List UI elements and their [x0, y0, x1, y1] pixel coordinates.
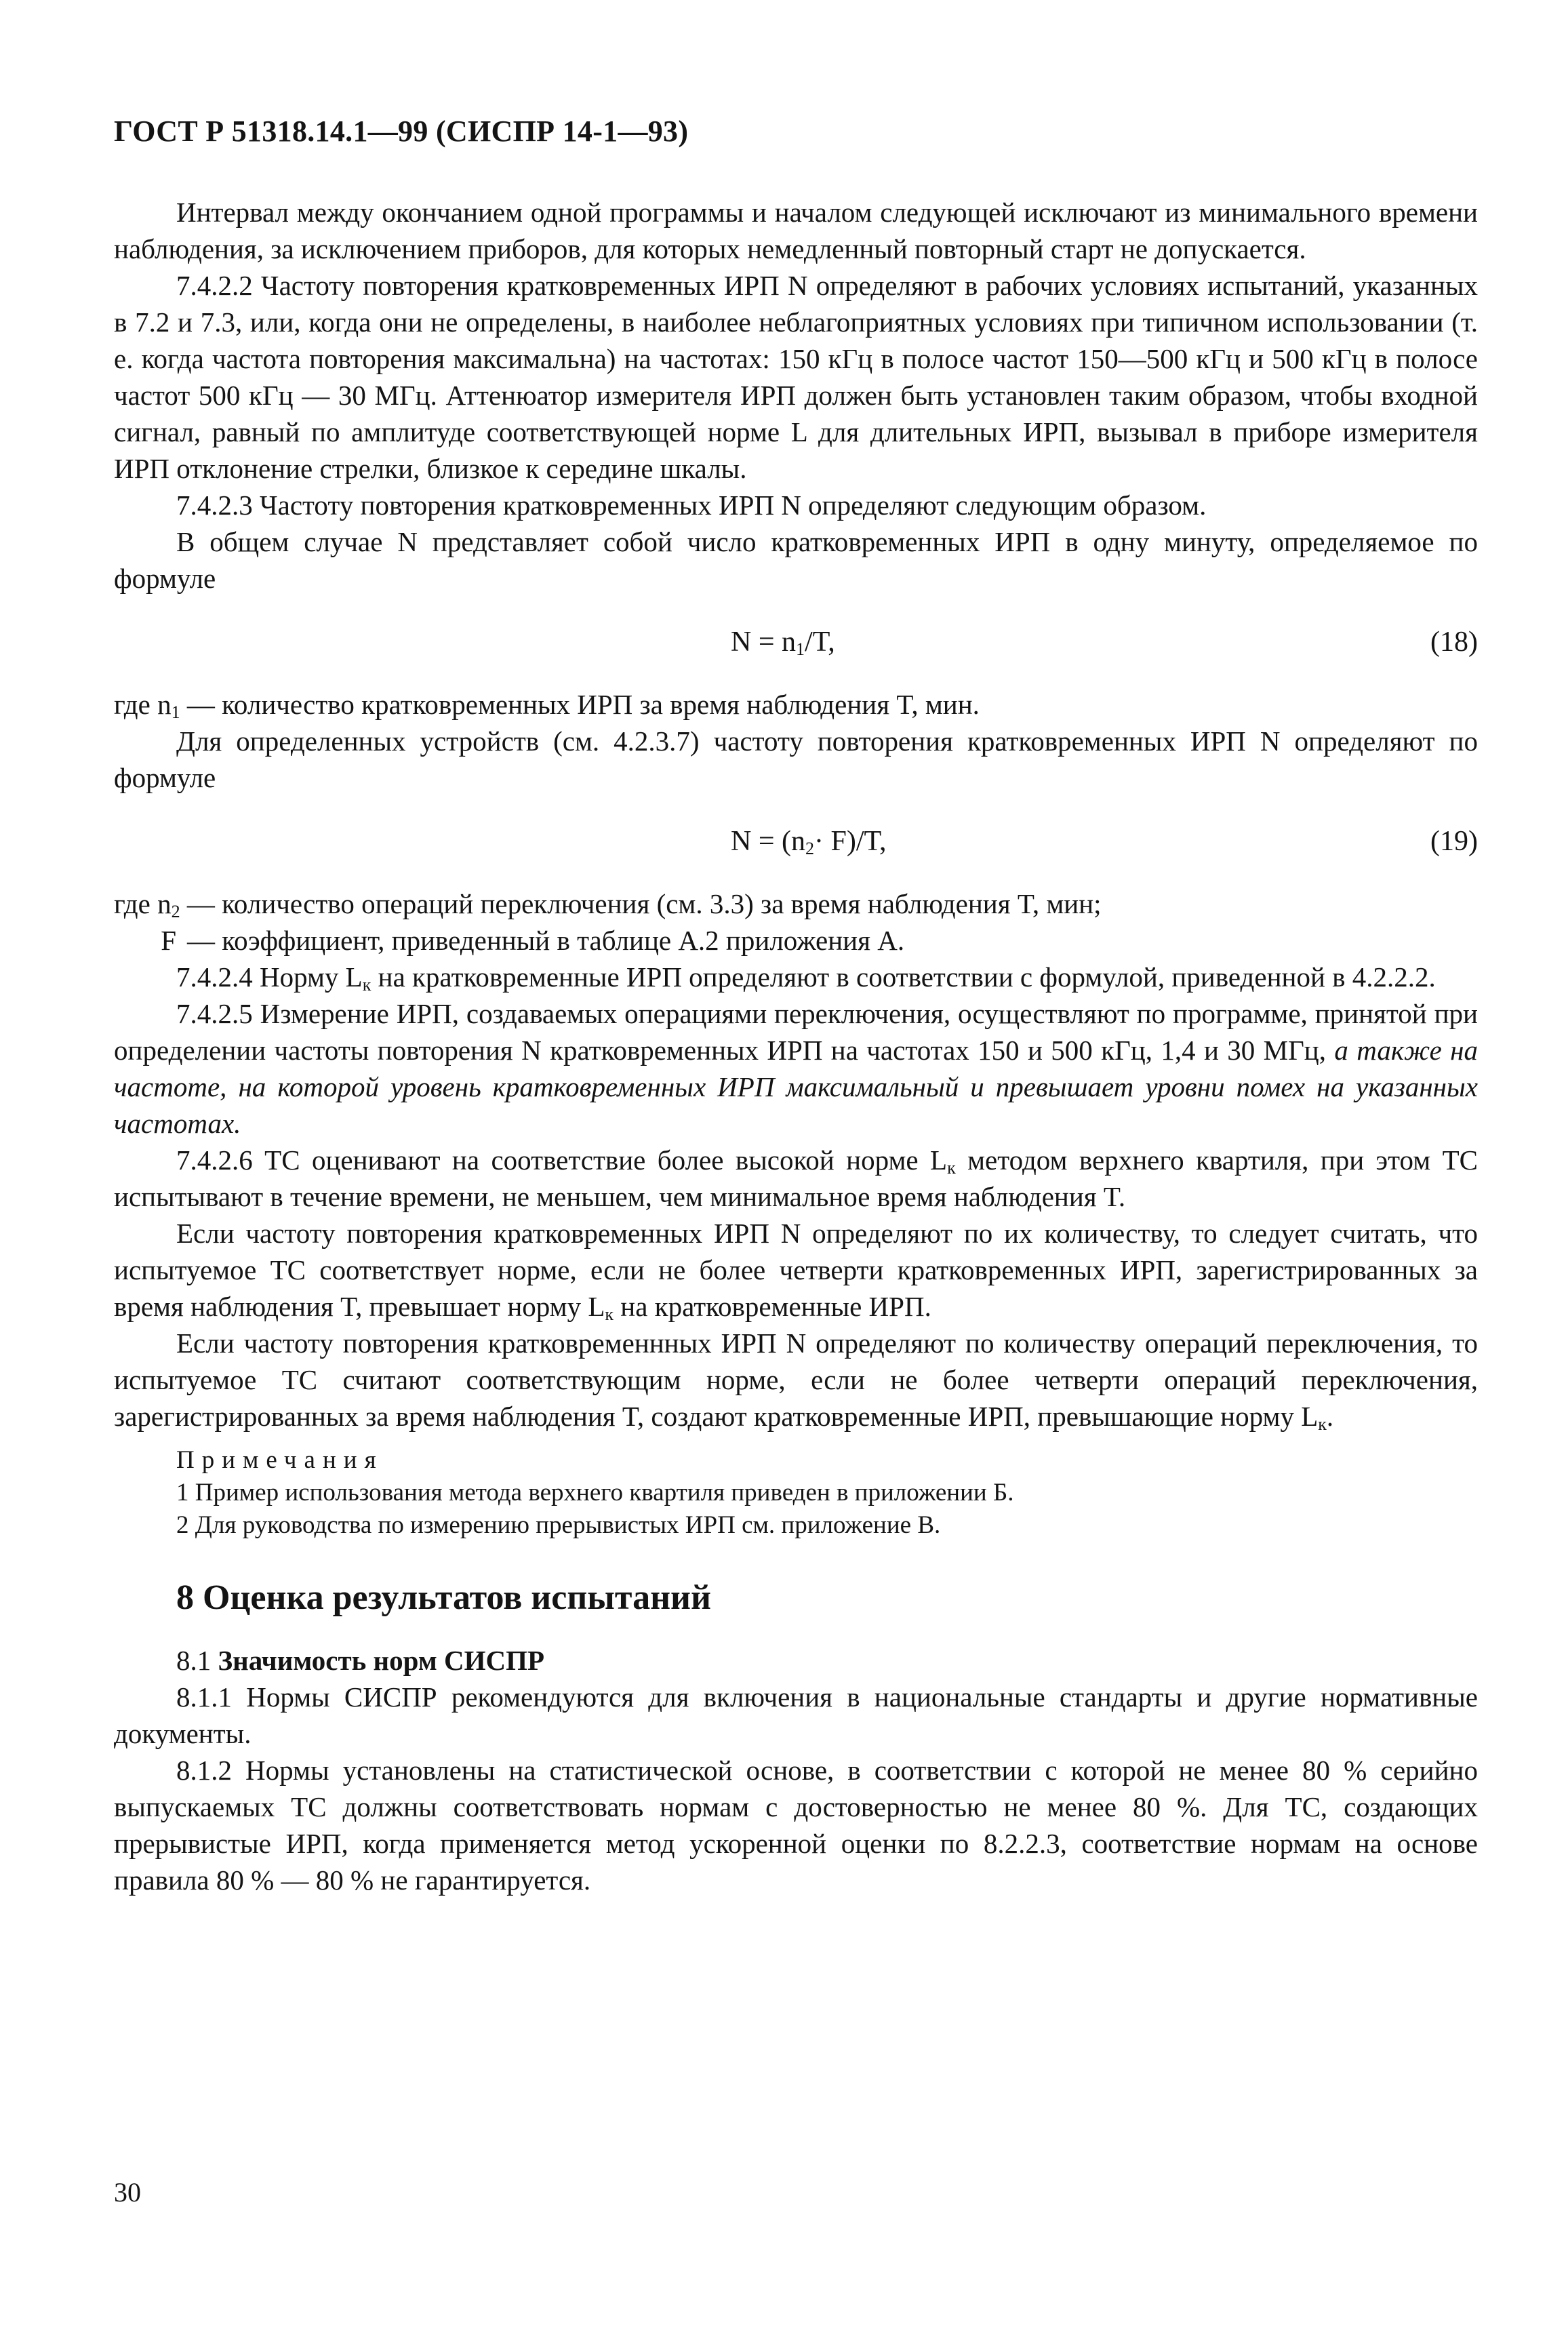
section-heading: 8 Оценка результатов испытаний	[176, 1578, 711, 1617]
paragraph: Для определенных устройств (см. 4.2.3.7) частоту повторения кратковременных ИРП N определяют по формуле	[114, 725, 1478, 793]
paragraph-7-4-2-5: 7.4.2.5 Измерение ИРП, создаваемых операциями переключения, осуществляют по программе, принятой при определении частоты повторения N кратковременных ИРП на частотах 150 и 500 кГц, 1,4 и 30 МГц, а также на частоте, на которой уровень кратковременных ИРП максимальный и превышает уровни помех на указанных частотах.	[114, 998, 1478, 1139]
paragraph: Интервал между окончанием одной программы и началом следующей исключают из минимального времени наблюдения, за исключением приборов, для которых немедленный повторный старт не допускается.	[114, 197, 1478, 264]
paragraph: Если частоту повторения кратковременных ИРП N определяют по их количеству, то следует считать, что испытуемое ТС соответствует норме, если не более четверти кратковременных ИРП, зарегистрированных за время наблюдения T, превышает норму $L_к$ на кратковременные ИРП.	[114, 1218, 1478, 1324]
formula-18	[114, 609, 1478, 677]
document-header: ГОСТ Р 51318.14.1—99 (СИСПР 14-1—93)	[114, 115, 689, 148]
formula-explanation: где $n_2$ — количество операций переключения (см. 3.3) за время наблюдения T, мин;	[114, 888, 1102, 921]
formula-number: (18)	[1430, 626, 1478, 658]
formula-explanation: F — коэффициент, приведенный в таблице А.2 приложения А.	[161, 925, 905, 956]
paragraph-7-4-2-3: 7.4.2.3 Частоту повторения кратковременных ИРП N определяют следующим образом.	[176, 490, 1207, 521]
formula-number: (19)	[1430, 826, 1478, 857]
paragraph-7-4-2-4: 7.4.2.4 Норму $L_к$ на кратковременные ИРП определяют в соответствии с формулой, приведенной в 4.2.2.2.	[176, 961, 1436, 995]
formula-explanation: где $n_1$ — количество кратковременных ИРП за время наблюдения T, мин.	[114, 689, 980, 722]
paragraph: В общем случае N представляет собой число кратковременных ИРП в одну минуту, определяемое по формуле	[114, 526, 1478, 594]
subsection-heading: 8.1 Значимость норм СИСПР	[176, 1645, 545, 1676]
note-item: 2 Для руководства по измерению прерывистых ИРП см. приложение В.	[176, 1511, 941, 1539]
formula-19	[114, 808, 1478, 876]
formula-expression: $N = n_1/T$,	[731, 626, 835, 659]
page-number: 30	[114, 2177, 141, 2208]
paragraph-8-1-1: 8.1.1 Нормы СИСПР рекомендуются для включения в национальные стандарты и другие нормативные документы.	[114, 1681, 1478, 1749]
paragraph: Если частоту повторения кратковременнных ИРП N определяют по количеству операций переключения, то испытуемое ТС считают соответствующим норме, если не более четверти операций переключения, зарегистрированных за время наблюдения T, создают кратковременные ИРП, превышающие норму $L_к$.	[114, 1327, 1478, 1434]
formula-expression: $N = (n_2\cdot F)/T$,	[731, 826, 887, 858]
document-body	[114, 194, 1478, 1898]
paragraph-8-1-2: 8.1.2 Нормы установлены на статистической основе, в соответствии с которой не менее 80 % серийно выпускаемых ТС должны соответствовать нормам с достоверностью не менее 80 %. Для ТС, создающих прерывистые ИРП, когда применяется метод ускоренной оценки по 8.2.2.3, соответствие нормам на основе правила 80 % — 80 % не гарантируется.	[114, 1755, 1478, 1896]
paragraph-7-4-2-6: 7.4.2.6 ТС оценивают на соответствие более высокой норме $L_к$ методом верхнего квартиля, при этом ТС испытывают в течение времени, не меньшем, чем минимальное время наблюдения T.	[114, 1144, 1478, 1212]
note-item: 1 Пример использования метода верхнего квартиля приведен в приложении Б.	[176, 1479, 1014, 1506]
paragraph-7-4-2-2: 7.4.2.2 Частоту повторения кратковременных ИРП N определяют в рабочих условиях испытаний, указанных в 7.2 и 7.3, или, когда они не определены, в наиболее неблагоприятных условиях при типичном использовании (т. е. когда частота повторения максимальна) на частотах: 150 кГц в полосе частот 150—500 кГц и 500 кГц в полосе частот 500 кГц — 30 МГц. Аттенюатор измерителя ИРП должен быть установлен таким образом, чтобы входной сигнал, равный по амплитуде соответствующей норме L для длительных ИРП, вызывал в приборе измерителя ИРП отклонение стрелки, близкое к середине шкалы.	[114, 270, 1478, 484]
notes-title: Примечания	[176, 1446, 384, 1474]
